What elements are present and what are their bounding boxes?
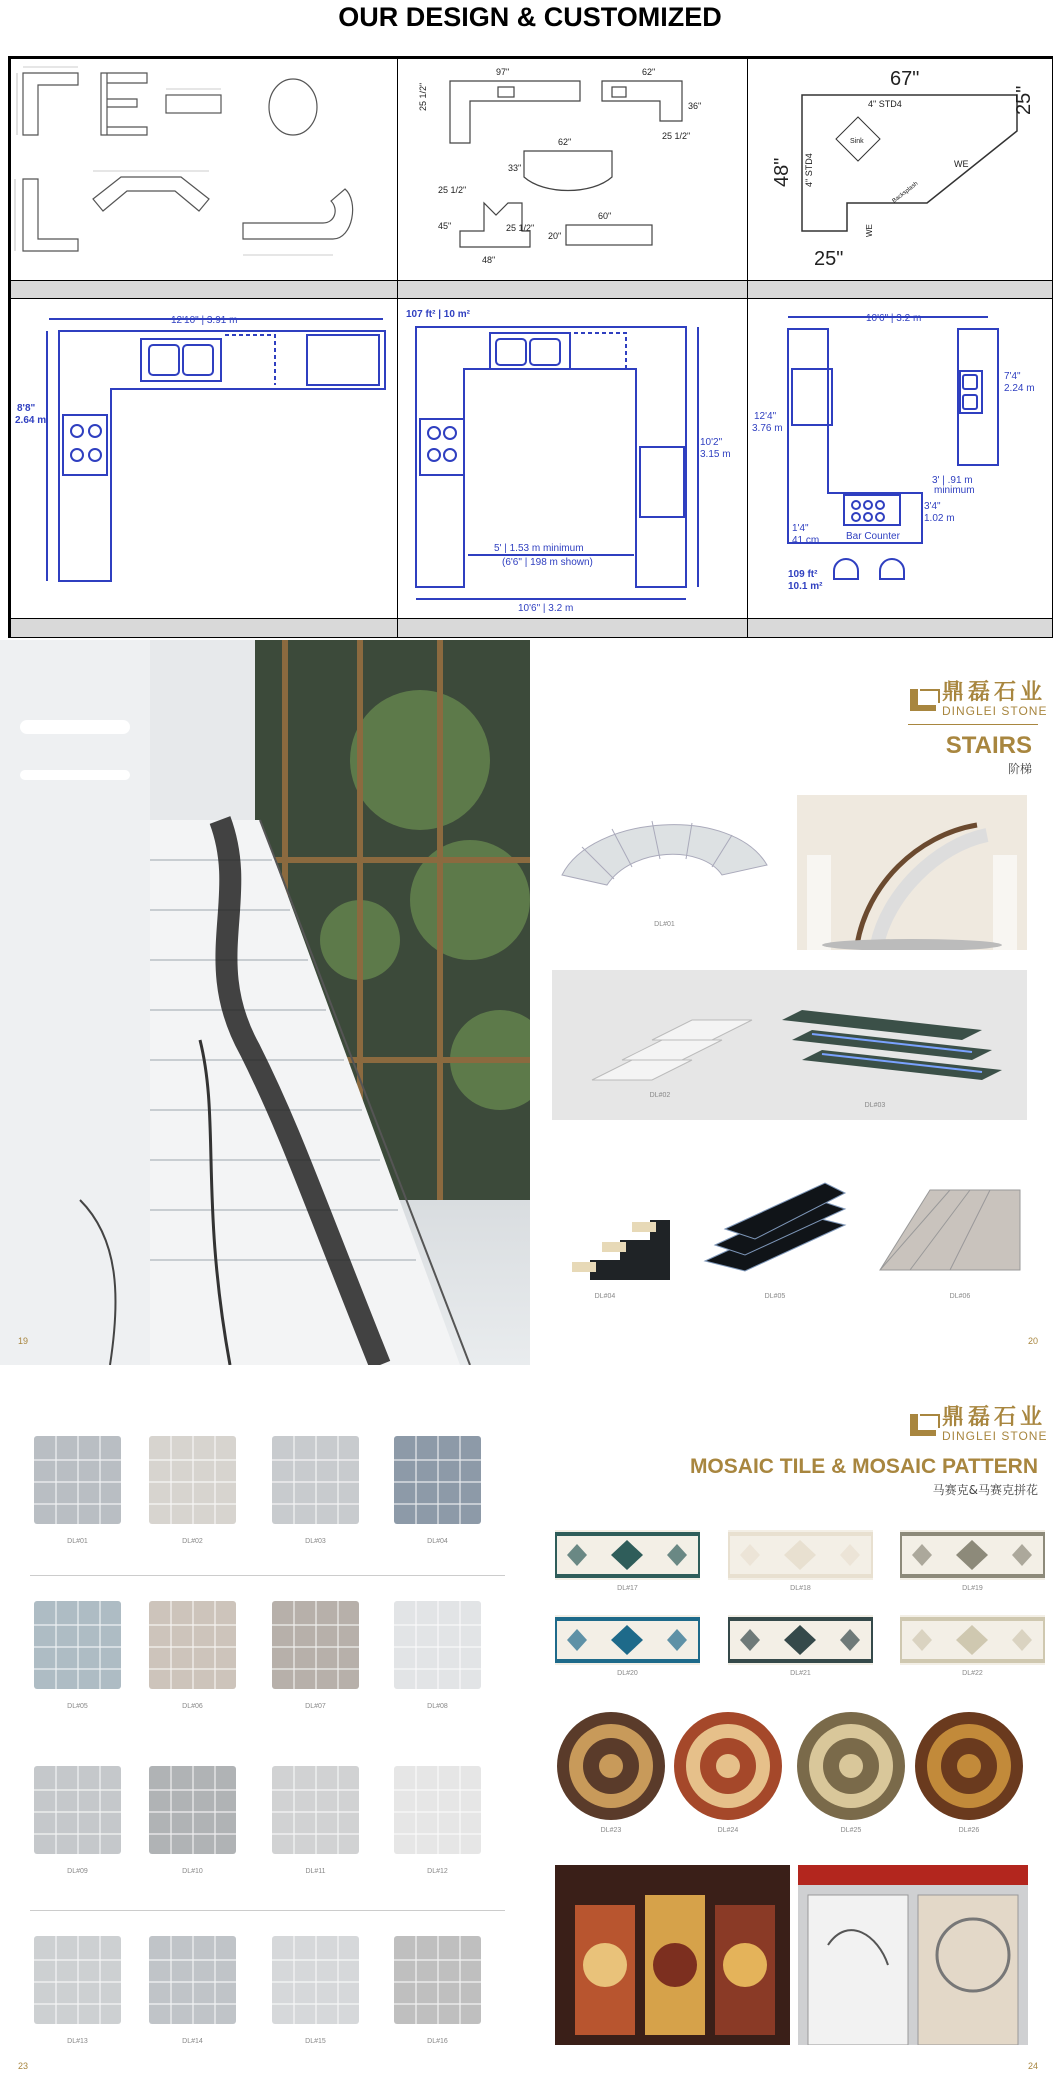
product-code: DL#15 (305, 2038, 326, 2045)
mosaic-tile-image (390, 1930, 485, 2030)
svg-text:(6'6" | 198 m shown): (6'6" | 198 m shown) (502, 557, 593, 568)
mosaic-tile-image (268, 1760, 363, 1860)
svg-text:4" STD4: 4" STD4 (868, 99, 902, 109)
brand-logo (908, 1407, 1047, 1443)
svg-text:107 ft² | 10 m²: 107 ft² | 10 m² (406, 309, 470, 320)
drawing-caption-bar (397, 618, 749, 638)
u-kitchen-plan (398, 299, 748, 617)
svg-text:20": 20" (548, 231, 562, 241)
brand-logo (908, 682, 1047, 718)
mosaic-tile-image (30, 1930, 125, 2030)
product-code: DL#13 (67, 2038, 88, 2045)
svg-text:109 ft²: 109 ft² (788, 569, 818, 580)
svg-text:Bar Counter: Bar Counter (846, 531, 900, 542)
svg-text:3' | .91 m: 3' | .91 m (932, 475, 973, 486)
svg-text:4" STD4: 4" STD4 (804, 153, 814, 187)
brand-name-cn: 鼎磊石业 (942, 1405, 1047, 1430)
product-code: DL#20 (617, 1670, 638, 1677)
product-code: DL#06 (949, 1293, 971, 1300)
mosaic-tile-image (30, 1430, 125, 1530)
divider (30, 1575, 505, 1576)
countertop-shapes-drawing (11, 59, 397, 279)
product-code: DL#21 (790, 1670, 811, 1677)
product-code: DL#08 (427, 1703, 448, 1710)
brand-name-cn: 鼎磊石业 (942, 680, 1047, 705)
product-code: DL#17 (617, 1585, 638, 1592)
galley-bar-kitchen-plan (748, 299, 1052, 617)
mosaic-tile-image (145, 1760, 240, 1860)
product-code: DL#04 (594, 1293, 616, 1300)
mosaic-tile-image (145, 1595, 240, 1695)
svg-text:3.76 m: 3.76 m (752, 423, 783, 434)
product-code: DL#02 (649, 1092, 671, 1099)
product-code: DL#02 (182, 1538, 203, 1545)
mosaic-border-image (728, 1615, 873, 1665)
svg-text:WE: WE (954, 159, 969, 169)
product-image-curved-stair (552, 795, 777, 920)
svg-text:97": 97" (496, 67, 510, 77)
mosaic-medallion-image (672, 1710, 784, 1822)
svg-text:67": 67" (890, 68, 920, 90)
svg-text:62": 62" (642, 67, 656, 77)
page-title: OUR DESIGN & CUSTOMIZED (338, 2, 722, 32)
product-code: DL#06 (182, 1703, 203, 1710)
page-number: 24 (1027, 2061, 1038, 2071)
svg-text:62": 62" (558, 137, 572, 147)
svg-text:10'6" | 3.2 m: 10'6" | 3.2 m (518, 603, 574, 614)
brand-mark-icon (908, 685, 942, 715)
svg-text:25": 25" (1013, 85, 1035, 115)
drawing-cell-l-kitchen (10, 298, 399, 620)
mosaic-tile-image (390, 1430, 485, 1530)
product-code: DL#12 (427, 1868, 448, 1875)
mosaic-tile-image (145, 1930, 240, 2030)
mosaic-medallion-image (913, 1710, 1025, 1822)
product-code: DL#05 (67, 1703, 88, 1710)
product-image-spiral-staircase (797, 795, 1027, 950)
svg-text:8'8": 8'8" (17, 403, 36, 414)
svg-text:12'10" | 3.91 m: 12'10" | 3.91 m (171, 315, 238, 326)
mosaic-tile-image (268, 1595, 363, 1695)
svg-text:1.02 m: 1.02 m (924, 513, 955, 524)
mosaic-border-image (555, 1530, 700, 1580)
product-image-black-stair (550, 1170, 690, 1290)
product-code: DL#14 (182, 2038, 203, 2045)
svg-text:25 1/2": 25 1/2" (506, 223, 535, 233)
design-drawings-grid (8, 56, 1053, 638)
mosaic-border-image (728, 1530, 873, 1580)
mosaic-tile-image (30, 1595, 125, 1695)
drawing-caption-bar (397, 280, 749, 300)
showroom-photo-2 (798, 1865, 1028, 2045)
product-code: DL#09 (67, 1868, 88, 1875)
svg-text:Backsplash: Backsplash (891, 180, 920, 205)
svg-text:10'2": 10'2" (700, 437, 723, 448)
svg-text:48": 48" (771, 157, 793, 187)
product-code: DL#26 (958, 1827, 980, 1834)
section-subtitle: 马赛克&马赛克拼花 (932, 1483, 1038, 1497)
svg-text:minimum: minimum (934, 485, 975, 496)
product-image-straight-stairs (552, 970, 1027, 1120)
brand-name-en: DINGLEI STONE (942, 704, 1048, 718)
product-image-black-slabs (695, 1175, 855, 1275)
svg-text:45": 45" (438, 221, 452, 231)
section-subtitle: 阶梯 (1007, 762, 1032, 776)
product-code: DL#18 (790, 1585, 811, 1592)
svg-text:10'6" | 3.2 m: 10'6" | 3.2 m (866, 313, 922, 324)
svg-text:10.1 m²: 10.1 m² (788, 581, 823, 592)
l-kitchen-plan (11, 299, 397, 617)
svg-text:1'4": 1'4" (792, 523, 809, 534)
mosaic-tile-image (390, 1595, 485, 1695)
divider (908, 724, 1038, 725)
mosaic-tile-image (30, 1760, 125, 1860)
product-code: DL#24 (717, 1827, 739, 1834)
page-number: 20 (1027, 1336, 1038, 1346)
svg-text:WE: WE (865, 224, 874, 237)
drawing-cell-countertop-shapes (10, 58, 399, 282)
product-code: DL#03 (305, 1538, 326, 1545)
drawing-caption-bar (10, 280, 399, 300)
mosaic-left-page (0, 1385, 530, 2090)
svg-text:2.24 m: 2.24 m (1004, 383, 1035, 394)
product-code: DL#01 (67, 1538, 88, 1545)
corner-counter-drawing (748, 59, 1052, 279)
drawing-cell-galley-bar-kitchen (747, 298, 1053, 620)
brand-mark-icon (908, 1410, 942, 1440)
product-code: DL#07 (305, 1703, 326, 1710)
svg-text:25 1/2": 25 1/2" (662, 131, 691, 141)
drawing-cell-bar-counters (397, 58, 749, 282)
mosaic-border-image (900, 1615, 1045, 1665)
mosaic-border-image (900, 1530, 1045, 1580)
page-number: 23 (18, 2061, 29, 2071)
svg-text:25 1/2": 25 1/2" (438, 185, 467, 195)
section-title: MOSAIC TILE & MOSAIC PATTERN (689, 1455, 1038, 1478)
mosaic-tile-image (390, 1760, 485, 1860)
product-code: DL#05 (764, 1293, 786, 1300)
svg-text:12'4": 12'4" (754, 411, 777, 422)
product-image-granite-treads (870, 1180, 1030, 1275)
svg-text:48": 48" (482, 255, 496, 265)
mosaic-medallion-image (795, 1710, 907, 1822)
product-code: DL#19 (962, 1585, 983, 1592)
staircase-illustration (0, 640, 530, 1365)
stairs-page (530, 640, 1060, 1365)
section-title: STAIRS (945, 732, 1032, 759)
brand-name-en: DINGLEI STONE (942, 1429, 1048, 1443)
svg-text:3.15 m: 3.15 m (700, 449, 731, 460)
product-code: DL#23 (600, 1827, 622, 1834)
product-code: DL#01 (654, 921, 675, 928)
page-number: 19 (18, 1336, 29, 1346)
mosaic-tile-image (268, 1430, 363, 1530)
mosaic-border-image (555, 1615, 700, 1665)
product-code: DL#04 (427, 1538, 448, 1545)
svg-text:36": 36" (688, 101, 702, 111)
divider (30, 1910, 505, 1911)
drawing-cell-u-kitchen (397, 298, 749, 620)
mosaic-tile-image (268, 1930, 363, 2030)
product-code: DL#03 (864, 1102, 886, 1109)
svg-text:7'4": 7'4" (1004, 371, 1021, 382)
product-code: DL#10 (182, 1868, 203, 1875)
mosaic-medallion-image (555, 1710, 667, 1822)
drawing-cell-corner-counter (747, 58, 1053, 282)
svg-text:5' | 1.53 m minimum: 5' | 1.53 m minimum (494, 543, 584, 554)
svg-text:60": 60" (598, 211, 612, 221)
mosaic-right-page (530, 1385, 1060, 2090)
product-code: DL#11 (305, 1868, 326, 1875)
mosaic-tile-image (145, 1430, 240, 1530)
svg-text:33": 33" (508, 163, 522, 173)
drawing-caption-bar (747, 618, 1053, 638)
svg-text:3'4": 3'4" (924, 501, 941, 512)
svg-text:25": 25" (814, 248, 844, 270)
staircase-photo (0, 640, 530, 1365)
product-code: DL#22 (962, 1670, 983, 1677)
drawing-caption-bar (747, 280, 1053, 300)
showroom-photo-1 (555, 1865, 790, 2045)
product-code: DL#16 (427, 2038, 448, 2045)
svg-text:41 cm: 41 cm (792, 535, 820, 546)
drawing-caption-bar (10, 618, 399, 638)
svg-text:25 1/2": 25 1/2" (418, 82, 428, 111)
bar-counters-drawing (398, 59, 748, 279)
product-code: DL#25 (840, 1827, 862, 1834)
svg-text:Sink: Sink (850, 138, 864, 145)
svg-text:2.64 m: 2.64 m (15, 415, 47, 426)
